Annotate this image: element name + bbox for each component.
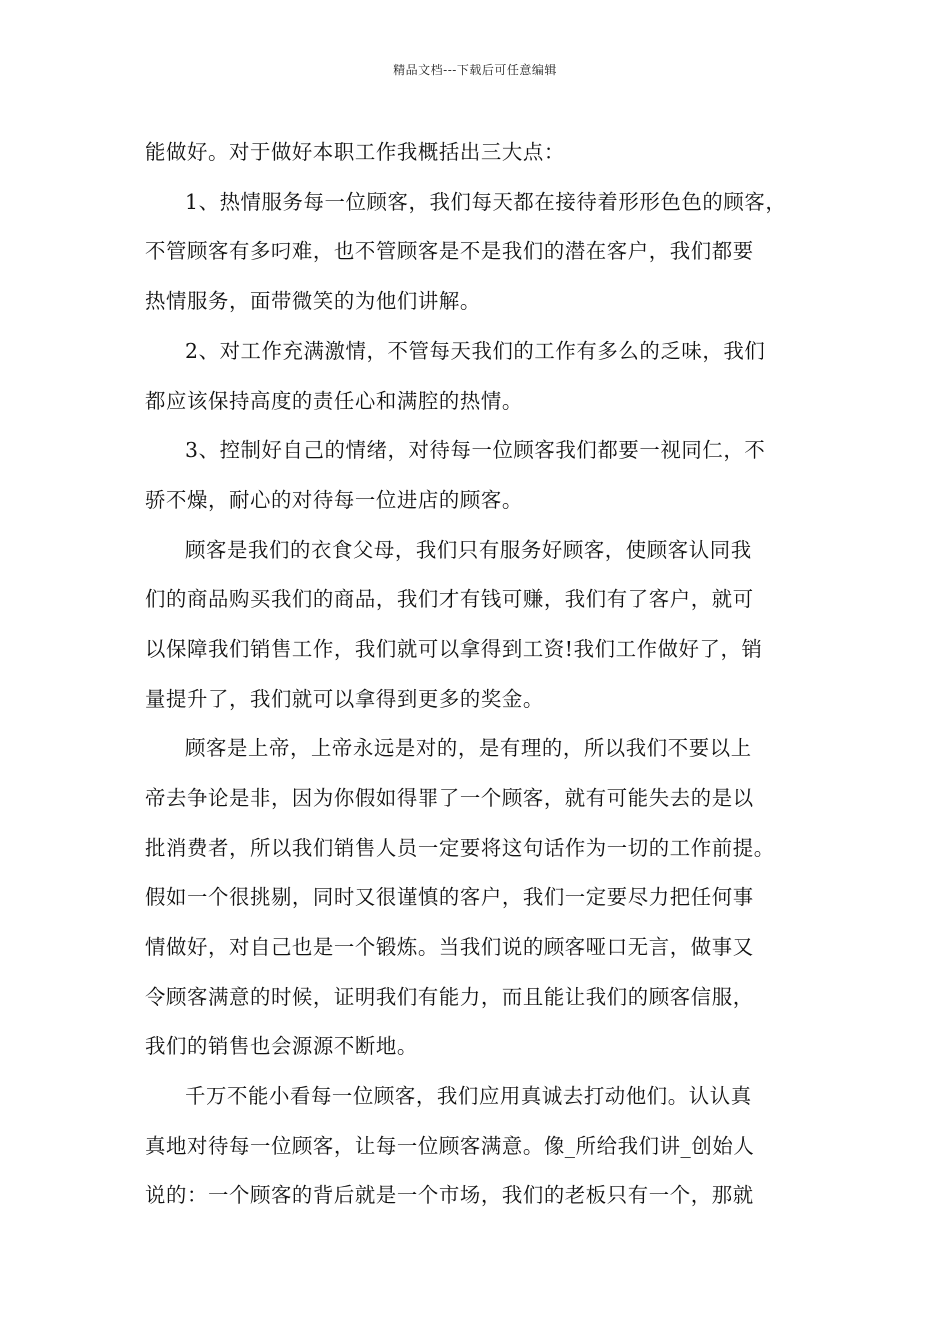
text-line: 都应该保持高度的责任心和满腔的热情。 bbox=[145, 389, 523, 413]
text-line: 3、控制好自己的情绪，对待每一位顾客我们都要一视同仁，不 bbox=[185, 438, 766, 462]
text-line: 热情服务，面带微笑的为他们讲解。 bbox=[145, 289, 481, 313]
text-line: 顾客是我们的衣食父母，我们只有服务好顾客，使顾客认同我 bbox=[185, 538, 752, 562]
text-line: 骄不燥，耐心的对待每一位进店的顾客。 bbox=[145, 488, 523, 512]
text-line: 情做好，对自己也是一个锻炼。当我们说的顾客哑口无言，做事又 bbox=[145, 935, 754, 959]
text-line: 能做好。对于做好本职工作我概括出三大点： bbox=[145, 140, 565, 164]
text-line: 真地对待每一位顾客，让每一位顾客满意。像_所给我们讲_创始人 bbox=[145, 1134, 755, 1158]
text-line: 令顾客满意的时候，证明我们有能力，而且能让我们的顾客信服， bbox=[145, 985, 754, 1009]
text-line: 帝去争论是非，因为你假如得罪了一个顾客，就有可能失去的是以 bbox=[145, 786, 754, 810]
text-line: 量提升了，我们就可以拿得到更多的奖金。 bbox=[145, 687, 544, 711]
page-header: 精品文档---下载后可任意编辑 bbox=[393, 63, 557, 77]
text-line: 假如一个很挑剔，同时又很谨慎的客户，我们一定要尽力把任何事 bbox=[145, 885, 754, 909]
text-line: 2、对工作充满激情，不管每天我们的工作有多么的乏味，我们 bbox=[185, 339, 766, 363]
text-line: 以保障我们销售工作，我们就可以拿得到工资!我们工作做好了，销 bbox=[145, 637, 763, 661]
text-line: 我们的销售也会源源不断地。 bbox=[145, 1034, 418, 1058]
text-line: 们的商品购买我们的商品，我们才有钱可赚，我们有了客户，就可 bbox=[145, 587, 754, 611]
text-line: 顾客是上帝，上帝永远是对的，是有理的，所以我们不要以上 bbox=[185, 736, 752, 760]
text-line: 批消费者，所以我们销售人员一定要将这句话作为一切的工作前提。 bbox=[145, 836, 775, 860]
text-line: 千万不能小看每一位顾客，我们应用真诚去打动他们。认认真 bbox=[185, 1084, 752, 1108]
text-line: 说的：一个顾客的背后就是一个市场，我们的老板只有一个，那就 bbox=[145, 1183, 754, 1207]
text-line: 不管顾客有多叼难，也不管顾客是不是我们的潜在客户，我们都要 bbox=[145, 239, 754, 263]
text-line: 1、热情服务每一位顾客，我们每天都在接待着形形色色的顾客， bbox=[185, 190, 787, 214]
